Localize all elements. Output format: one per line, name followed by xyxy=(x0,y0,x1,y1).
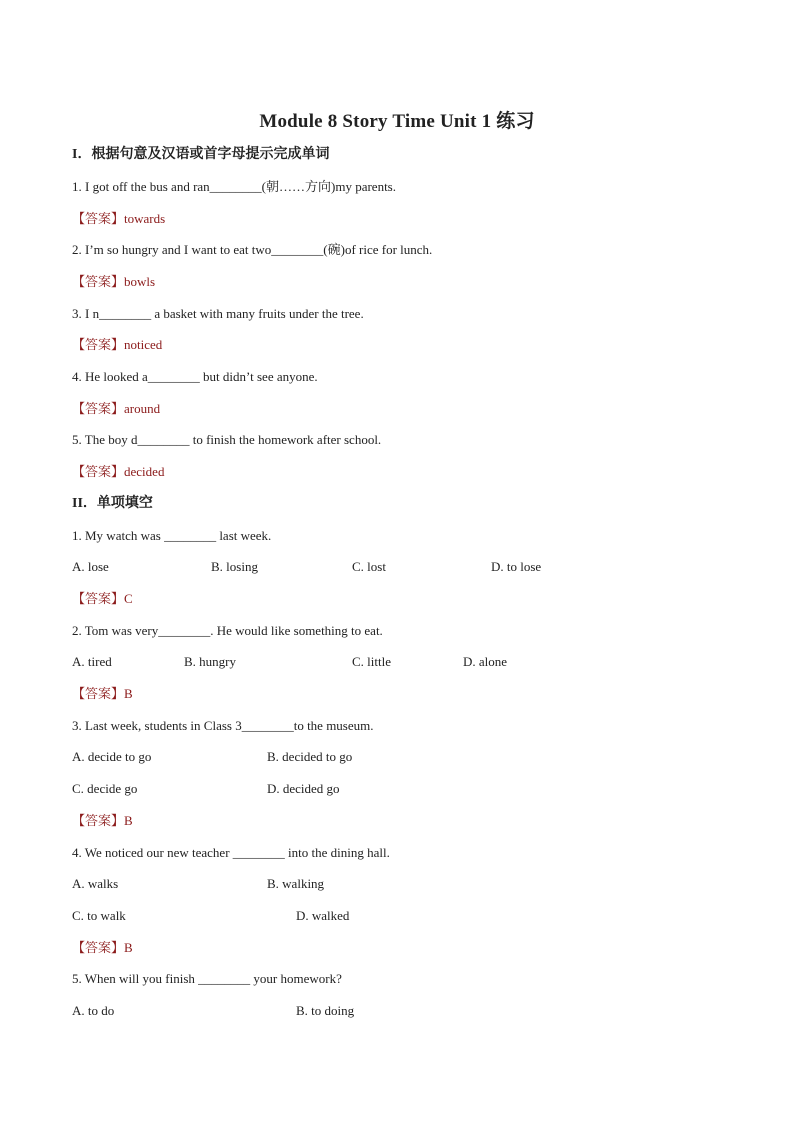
answer-row xyxy=(72,210,165,228)
option: B. walking xyxy=(267,876,325,891)
answer-row xyxy=(72,590,133,608)
question-4: 4. He looked a________ but didn’t see anyone. xyxy=(72,369,318,384)
option: A. to do xyxy=(72,1003,115,1018)
answer-row xyxy=(72,400,160,418)
question-5: 5. The boy d________ to finish the homework after school. xyxy=(72,432,382,447)
answer-label: 【答案】 xyxy=(72,686,125,701)
option: D. to lose xyxy=(491,559,542,574)
answer-row xyxy=(72,336,162,354)
question-1: 1. I got off the bus and ran________(朝……方向)my parents. xyxy=(72,179,396,194)
question-1: 1. My watch was ________ last week. xyxy=(72,528,272,543)
answer-row xyxy=(72,812,133,830)
question-5: 5. When will you finish ________ your homework? xyxy=(72,971,342,986)
answer-value: C xyxy=(124,591,133,606)
answer-value: B xyxy=(124,686,133,701)
option: B. decided to go xyxy=(267,749,353,764)
answer-value: bowls xyxy=(124,274,156,289)
option: C. decide go xyxy=(72,781,138,796)
question-3: 3. I n________ a basket with many fruits under the tree. xyxy=(72,306,364,321)
answer-value: noticed xyxy=(124,337,163,352)
answer-label: 【答案】 xyxy=(72,274,125,289)
question-2: 2. Tom was very________. He would like something to eat. xyxy=(72,623,383,638)
option: C. lost xyxy=(352,559,386,574)
answer-value: B xyxy=(124,813,133,828)
option: B. to doing xyxy=(296,1003,355,1018)
question-2: 2. I’m so hungry and I want to eat two________(碗)of rice for lunch. xyxy=(72,242,433,257)
section-heading: II．单项填空 xyxy=(72,496,153,511)
option: C. little xyxy=(352,654,391,669)
option: B. losing xyxy=(211,559,258,574)
answer-row xyxy=(72,463,164,481)
option: A. walks xyxy=(72,876,119,891)
answer-label: 【答案】 xyxy=(72,940,125,955)
option: B. hungry xyxy=(184,654,236,669)
section-heading: I．根据句意及汉语或首字母提示完成单词 xyxy=(72,147,330,162)
answer-label: 【答案】 xyxy=(72,401,125,416)
answer-row xyxy=(72,939,133,957)
option: A. lose xyxy=(72,559,109,574)
answer-value: towards xyxy=(124,211,166,226)
answer-label: 【答案】 xyxy=(72,813,125,828)
page-title: Module 8 Story Time Unit 1 练习 xyxy=(259,111,535,132)
answer-value: around xyxy=(124,401,161,416)
answer-label: 【答案】 xyxy=(72,591,125,606)
answer-row xyxy=(72,273,155,291)
option: D. alone xyxy=(463,654,508,669)
answer-value: decided xyxy=(124,464,165,479)
answer-label: 【答案】 xyxy=(72,337,125,352)
option: C. to walk xyxy=(72,908,126,923)
answer-value: B xyxy=(124,940,133,955)
question-3: 3. Last week, students in Class 3________to the museum. xyxy=(72,718,374,733)
answer-label: 【答案】 xyxy=(72,464,125,479)
answer-row xyxy=(72,685,133,703)
option: A. tired xyxy=(72,654,112,669)
option: D. walked xyxy=(296,908,350,923)
option: D. decided go xyxy=(267,781,340,796)
option: A. decide to go xyxy=(72,749,152,764)
answer-label: 【答案】 xyxy=(72,211,125,226)
question-4: 4. We noticed our new teacher ________ into the dining hall. xyxy=(72,845,390,860)
